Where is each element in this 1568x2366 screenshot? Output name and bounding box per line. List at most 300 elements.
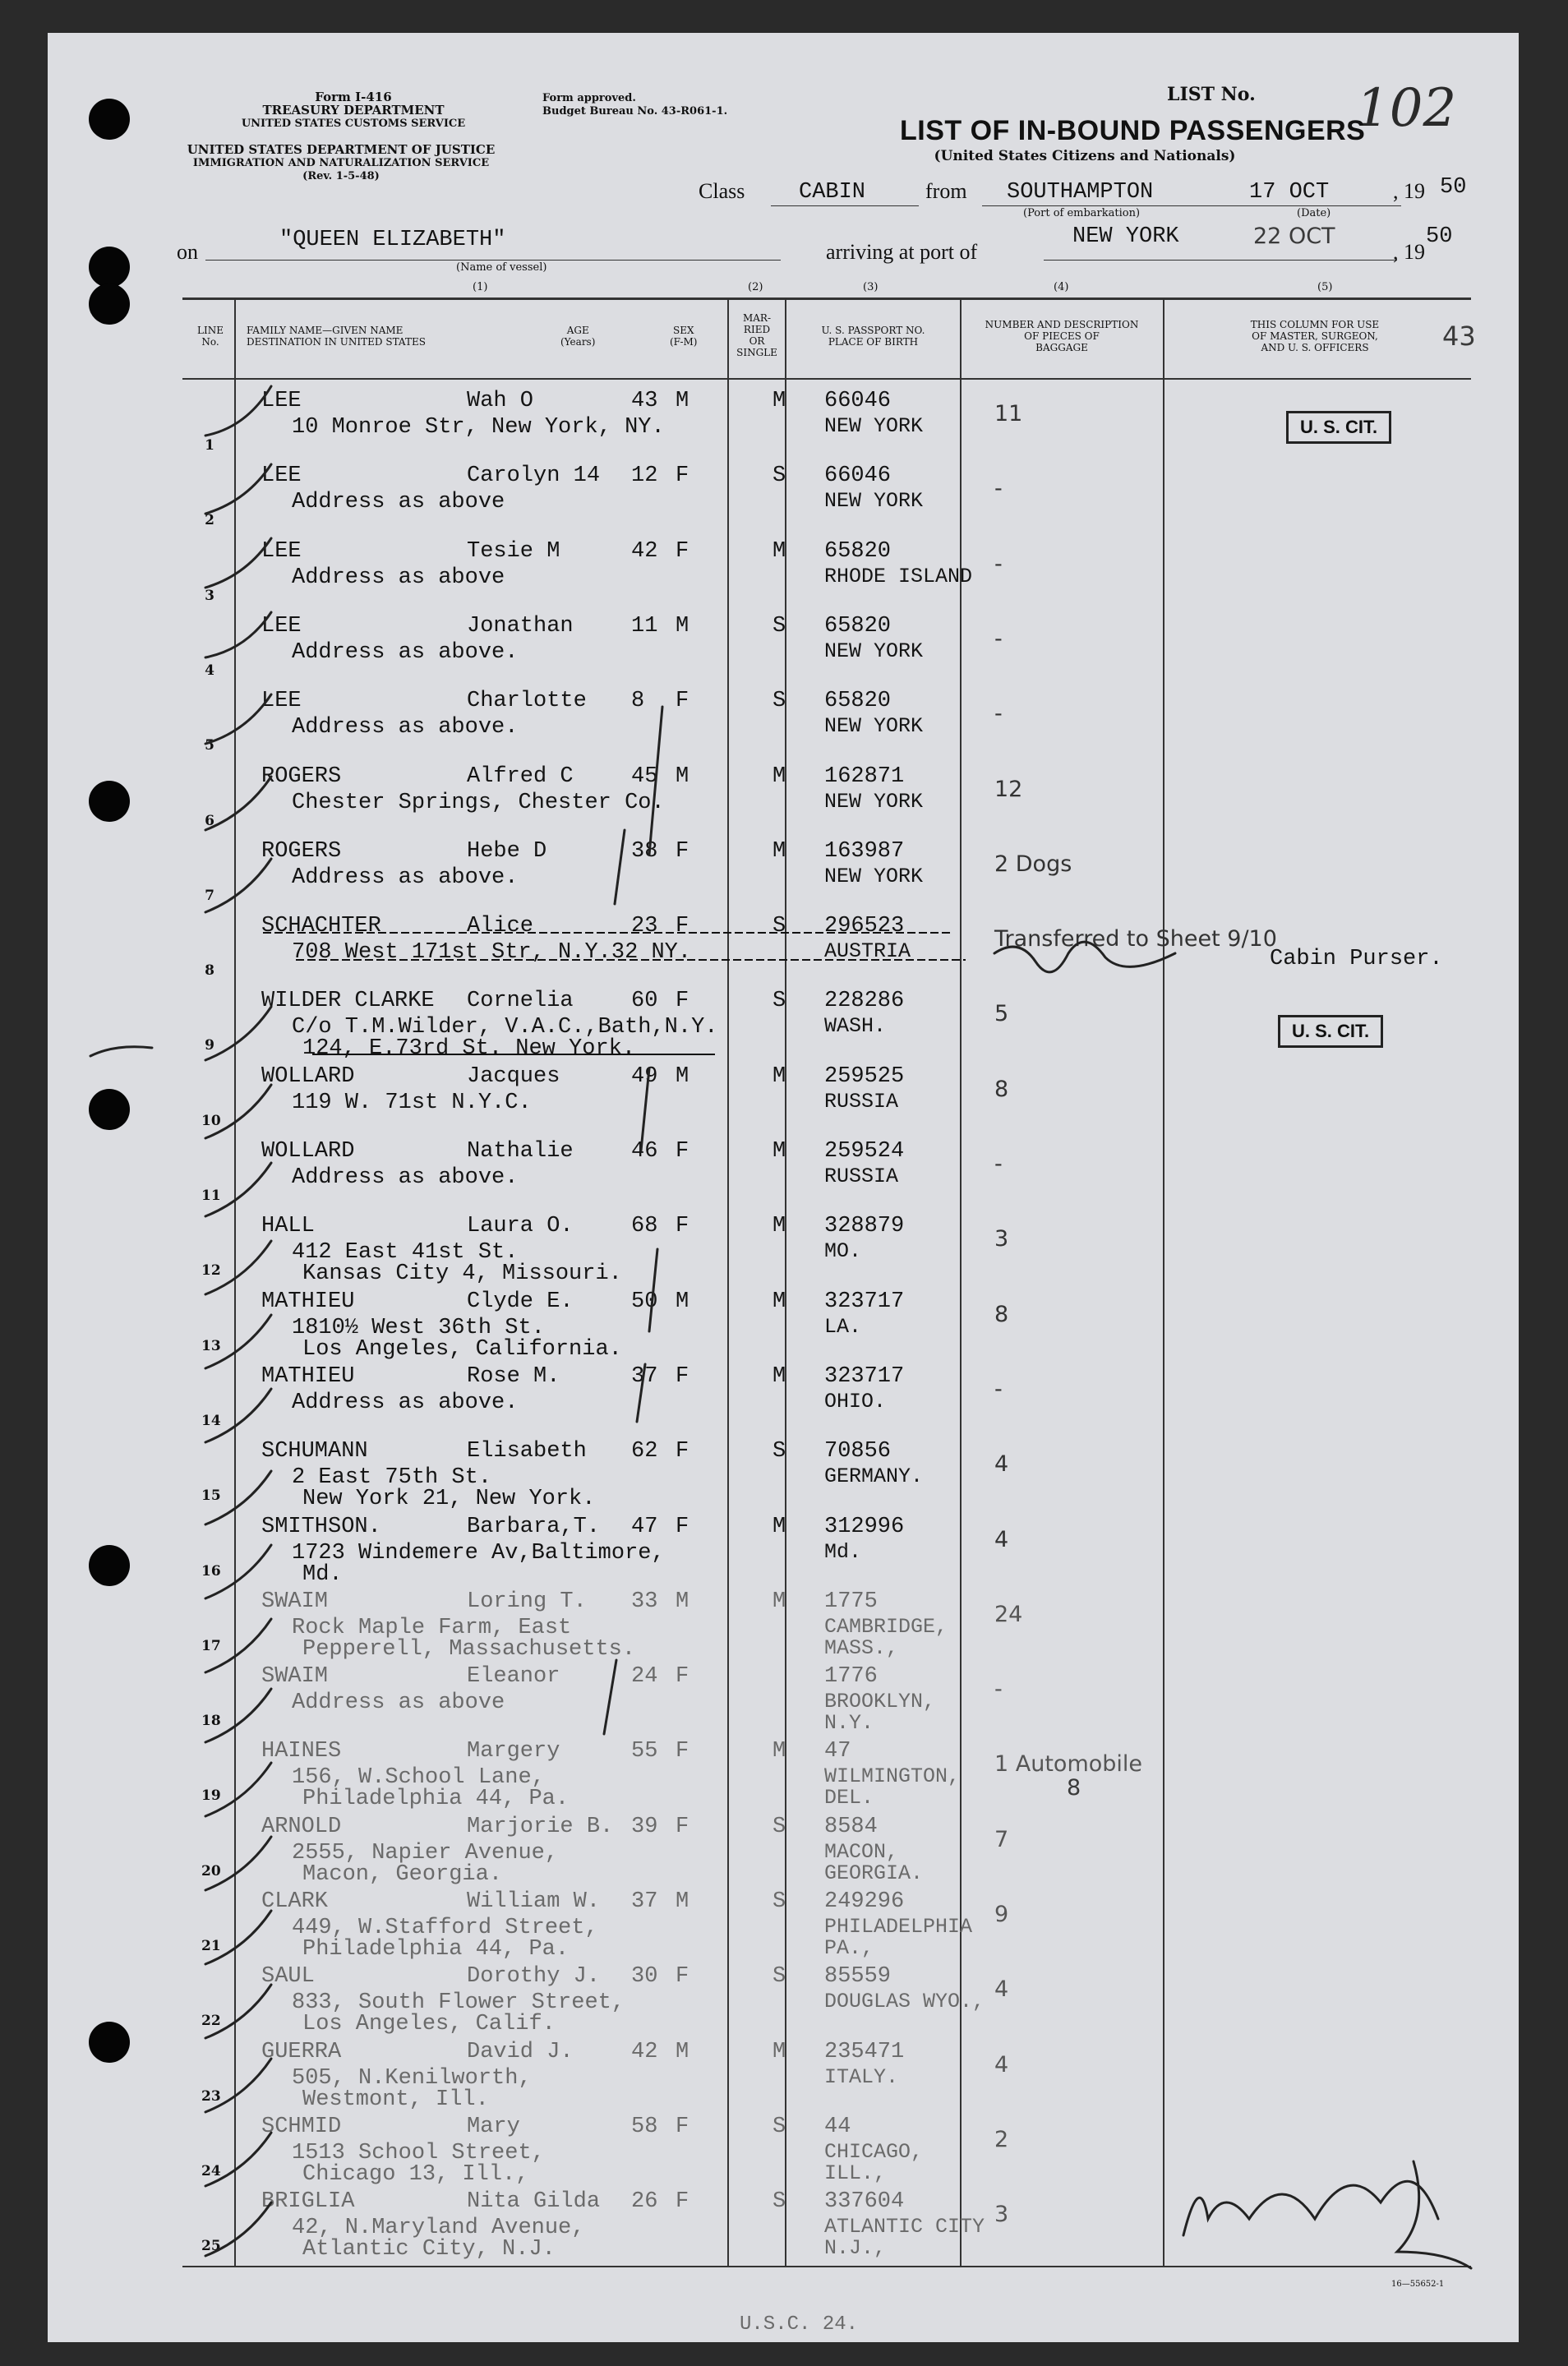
passport-number: 44 — [824, 2115, 851, 2139]
passenger-surname: LEE — [261, 539, 302, 564]
page-title: LIST OF IN-BOUND PASSENGERS — [900, 115, 1366, 146]
passenger-given-name: Carolyn 14 — [467, 464, 601, 488]
place-of-birth: WASH. — [824, 1014, 887, 1038]
header-age: AGE (Years) — [560, 325, 596, 348]
passenger-surname: LEE — [261, 389, 302, 413]
budget-bureau: Budget Bureau No. 43-R061-1. — [542, 105, 728, 118]
place-of-birth: RUSSIA — [824, 1090, 899, 1114]
passport-number: 65820 — [824, 614, 892, 639]
baggage: - — [994, 551, 1003, 577]
baggage: 2 — [994, 2127, 1009, 2152]
passenger-surname: WOLLARD — [261, 1139, 355, 1164]
line-number: 20 — [201, 1863, 221, 1879]
passenger-sex: M — [676, 1889, 689, 1914]
marital-status: M — [772, 539, 786, 564]
passenger-surname: MATHIEU — [261, 1364, 355, 1389]
baggage: 8 — [994, 1302, 1009, 1327]
class-label: Class — [699, 179, 745, 203]
marital-status: M — [772, 1364, 786, 1389]
marital-status: M — [772, 1289, 786, 1314]
destination-address: 449, W.Stafford Street, — [292, 1916, 598, 1940]
place-of-birth: NEW YORK — [824, 714, 924, 738]
destination-address: Address as above. — [292, 865, 519, 890]
passenger-surname: GUERRA — [261, 2040, 342, 2064]
passenger-surname: ROGERS — [261, 764, 342, 789]
place-of-birth: MACON, GEORGIA. — [824, 1840, 924, 1885]
passport-number: 85559 — [824, 1964, 892, 1989]
passport-number: 259524 — [824, 1139, 905, 1164]
passenger-given-name: Tesie M — [467, 539, 560, 564]
header-passport: U. S. PASSPORT NO. PLACE OF BIRTH — [821, 325, 925, 348]
passenger-sex: F — [676, 914, 689, 939]
passenger-sex: F — [676, 989, 689, 1013]
destination-address: Address as above. — [292, 1391, 519, 1415]
passport-number: 162871 — [824, 764, 905, 789]
passenger-given-name: Laura O. — [467, 1214, 574, 1238]
embarkation-port: SOUTHAMPTON — [1007, 180, 1154, 205]
marital-status: S — [772, 1964, 786, 1989]
passenger-surname: ARNOLD — [261, 1815, 342, 1839]
passenger-age: 68 — [631, 1214, 658, 1238]
line-number: 17 — [201, 1638, 221, 1654]
passenger-given-name: Alice — [467, 914, 534, 939]
line-number: 23 — [201, 2088, 221, 2105]
destination-address-2: Los Angeles, California. — [302, 1337, 622, 1362]
destination-address: Address as above. — [292, 1165, 519, 1190]
form-number: Form I-416 — [315, 90, 392, 104]
passenger-age: 38 — [631, 839, 658, 864]
baggage: 3 — [994, 2202, 1009, 2227]
form-approved: Form approved. — [542, 92, 636, 104]
passenger-given-name: David J. — [467, 2040, 574, 2064]
marital-status: M — [772, 1139, 786, 1164]
destination-address: 156, W.School Lane, — [292, 1765, 545, 1790]
passenger-age: 37 — [631, 1889, 658, 1914]
passport-number: 228286 — [824, 989, 905, 1013]
header-married: MAR- RIED OR SINGLE — [736, 312, 777, 358]
destination-address: 1810½ West 36th St. — [292, 1316, 545, 1340]
destination-address-2: Md. — [302, 1562, 343, 1587]
marital-status: S — [772, 914, 786, 939]
passport-number: 8584 — [824, 1815, 878, 1839]
destination-address: 2 East 75th St. — [292, 1465, 492, 1490]
baggage: 24 — [994, 1602, 1023, 1627]
line-number: 9 — [205, 1037, 214, 1054]
place-of-birth: AUSTRIA — [824, 939, 911, 963]
marital-status: M — [772, 764, 786, 789]
footer-code: U.S.C. 24. — [740, 2313, 859, 2336]
marital-status: M — [772, 1515, 786, 1539]
passenger-sex: F — [676, 2115, 689, 2139]
port-embark-note: (Port of embarkation) — [1023, 207, 1141, 219]
place-of-birth: NEW YORK — [824, 790, 924, 814]
line-number: 5 — [205, 737, 214, 754]
destination-address: Address as above — [292, 565, 505, 590]
place-of-birth: NEW YORK — [824, 865, 924, 888]
destination-address: 119 W. 71st N.Y.C. — [292, 1091, 532, 1115]
passenger-age: 24 — [631, 1664, 658, 1689]
list-no-value: 102 — [1356, 78, 1457, 139]
place-of-birth: NEW YORK — [824, 414, 924, 438]
header-name: FAMILY NAME—GIVEN NAME DESTINATION IN UNITED STATES — [247, 325, 426, 348]
line-number: 16 — [201, 1563, 221, 1580]
destination-address-2: 124, E.73rd St. New York. — [302, 1036, 636, 1061]
passport-number: 47 — [824, 1739, 851, 1764]
baggage: 8 — [994, 1077, 1009, 1102]
destination-address: 833, South Flower Street, — [292, 1990, 625, 2015]
line-number: 3 — [205, 588, 214, 604]
corner-number: 43 — [1442, 321, 1476, 352]
passport-number: 337604 — [824, 2189, 905, 2214]
col-number-3: (3) — [863, 281, 879, 293]
year-prefix: , 19 — [1393, 179, 1425, 203]
passport-number: 65820 — [824, 689, 892, 713]
passenger-surname: SWAIM — [261, 1589, 329, 1614]
passenger-sex: F — [676, 464, 689, 488]
class-value: CABIN — [799, 180, 866, 205]
line-number: 8 — [205, 962, 214, 979]
baggage: Transferred to Sheet 9/10 — [994, 926, 1277, 952]
passenger-sex: F — [676, 1139, 689, 1164]
department-of-justice: UNITED STATES DEPARTMENT OF JUSTICE — [187, 142, 496, 157]
passenger-surname: MATHIEU — [261, 1289, 355, 1314]
place-of-birth: WILMINGTON, DEL. — [824, 1764, 961, 1810]
destination-address-2: Chicago 13, Ill., — [302, 2162, 529, 2187]
marital-status: M — [772, 2040, 786, 2064]
page-subtitle: (United States Citizens and Nationals) — [934, 148, 1236, 164]
passenger-given-name: Eleanor — [467, 1664, 560, 1689]
passenger-given-name: Rose M. — [467, 1364, 560, 1389]
arrival-port: NEW YORK — [1072, 224, 1179, 249]
passenger-age: 37 — [631, 1364, 658, 1389]
destination-address: Address as above. — [292, 715, 519, 740]
place-of-birth: RUSSIA — [824, 1165, 899, 1188]
passenger-sex: F — [676, 539, 689, 564]
passport-number: 296523 — [824, 914, 905, 939]
passport-number: 323717 — [824, 1364, 905, 1389]
destination-address-2: New York 21, New York. — [302, 1487, 596, 1511]
passenger-surname: BRIGLIA — [261, 2189, 355, 2214]
destination-address-2: Westmont, Ill. — [302, 2087, 489, 2112]
baggage: - — [994, 1151, 1003, 1177]
header-line-no: LINE No. — [197, 325, 224, 348]
place-of-birth: OHIO. — [824, 1390, 887, 1414]
passenger-given-name: Cornelia — [467, 989, 574, 1013]
passenger-given-name: Charlotte — [467, 689, 587, 713]
destination-address: 10 Monroe Str, New York, NY. — [292, 415, 665, 440]
passport-number: 235471 — [824, 2040, 905, 2064]
passenger-sex: F — [676, 1739, 689, 1764]
immigration-service: IMMIGRATION AND NATURALIZATION SERVICE — [192, 157, 490, 169]
col-number-2: (2) — [748, 281, 763, 293]
passenger-age: 26 — [631, 2189, 658, 2214]
passenger-surname: LEE — [261, 614, 302, 639]
passenger-age: 49 — [631, 1064, 658, 1089]
passenger-given-name: Loring T. — [467, 1589, 587, 1614]
baggage: - — [994, 626, 1003, 652]
passenger-surname: LEE — [261, 689, 302, 713]
destination-address: C/o T.M.Wilder, V.A.C.,Bath,N.Y. — [292, 1015, 718, 1040]
passenger-given-name: Clyde E. — [467, 1289, 574, 1314]
destination-address-2: Philadelphia 44, Pa. — [302, 1937, 570, 1962]
passenger-surname: CLARK — [261, 1889, 329, 1914]
passenger-age: 33 — [631, 1589, 658, 1614]
passenger-age: 11 — [631, 614, 658, 639]
destination-address: 42, N.Maryland Avenue, — [292, 2216, 585, 2240]
header-sex: SEX (F-M) — [670, 325, 698, 348]
passenger-given-name: Alfred C — [467, 764, 574, 789]
passenger-sex: F — [676, 1439, 689, 1464]
line-number: 14 — [201, 1413, 221, 1429]
passenger-age: 43 — [631, 389, 658, 413]
passenger-surname: HALL — [261, 1214, 315, 1238]
passenger-sex: M — [676, 2040, 689, 2064]
passenger-sex: F — [676, 1664, 689, 1689]
place-of-birth: ITALY. — [824, 2065, 899, 2089]
baggage: - — [994, 701, 1003, 726]
marital-status: M — [772, 1739, 786, 1764]
passenger-sex: M — [676, 614, 689, 639]
line-number: 2 — [205, 512, 214, 528]
arrival-year: 50 — [1426, 224, 1453, 249]
place-of-birth: LA. — [824, 1315, 862, 1339]
destination-address: 412 East 41st St. — [292, 1240, 519, 1265]
destination-address: 505, N.Kenilworth, — [292, 2066, 532, 2091]
passenger-surname: SCHUMANN — [261, 1439, 368, 1464]
baggage: 1 Automobile — [994, 1751, 1143, 1777]
place-of-birth: NEW YORK — [824, 639, 924, 663]
line-number: 12 — [201, 1262, 221, 1279]
place-of-birth: PHILADELPHIA PA., — [824, 1915, 973, 1960]
baggage: 5 — [994, 1001, 1009, 1026]
passenger-surname: SWAIM — [261, 1664, 329, 1689]
line-number: 15 — [201, 1487, 221, 1504]
passenger-given-name: Wah O — [467, 389, 534, 413]
line-number: 4 — [205, 662, 214, 679]
passenger-given-name: Barbara,T. — [467, 1515, 601, 1539]
passport-number: 65820 — [824, 539, 892, 564]
passenger-sex: F — [676, 1364, 689, 1389]
passenger-sex: M — [676, 1589, 689, 1614]
destination-address: Address as above — [292, 1690, 505, 1715]
destination-address-2: Pepperell, Massachusetts. — [302, 1637, 636, 1662]
vessel-note: (Name of vessel) — [456, 261, 547, 274]
marital-status: M — [772, 1214, 786, 1238]
passenger-given-name: Marjorie B. — [467, 1815, 614, 1839]
baggage: 4 — [994, 1451, 1009, 1477]
col-number-1: (1) — [473, 281, 488, 293]
place-of-birth: CAMBRIDGE, MASS., — [824, 1615, 948, 1660]
date-note: (Date) — [1297, 207, 1331, 219]
treasury-department: TREASURY DEPARTMENT — [262, 103, 445, 118]
passenger-surname: WOLLARD — [261, 1064, 355, 1089]
arriving-label: arriving at port of — [826, 240, 978, 264]
passenger-sex: F — [676, 1515, 689, 1539]
destination-address: 708 West 171st Str, N.Y.32 NY. — [292, 940, 692, 965]
passenger-sex: M — [676, 389, 689, 413]
marital-status: S — [772, 1439, 786, 1464]
place-of-birth: NEW YORK — [824, 489, 924, 513]
baggage: 2 Dogs — [994, 851, 1072, 877]
passport-number: 323717 — [824, 1289, 905, 1314]
passenger-sex: F — [676, 839, 689, 864]
marital-status: S — [772, 689, 786, 713]
passenger-age: 50 — [631, 1289, 658, 1314]
baggage: 12 — [994, 777, 1023, 802]
baggage: 4 — [994, 1976, 1009, 2002]
form-code: 16—55652-1 — [1391, 2280, 1445, 2289]
passenger-sex: M — [676, 1064, 689, 1089]
passenger-sex: M — [676, 1289, 689, 1314]
passport-number: 66046 — [824, 389, 892, 413]
passenger-given-name: Margery — [467, 1739, 560, 1764]
passenger-given-name: Dorothy J. — [467, 1964, 601, 1989]
passenger-given-name: Hebe D — [467, 839, 547, 864]
marital-status: M — [772, 1064, 786, 1089]
line-number: 21 — [201, 1938, 221, 1954]
passenger-age: 42 — [631, 2040, 658, 2064]
col-number-5: (5) — [1317, 281, 1333, 293]
passport-number: 1776 — [824, 1664, 878, 1689]
baggage: 7 — [994, 1827, 1009, 1852]
passenger-given-name: Nita Gilda — [467, 2189, 601, 2214]
passenger-sex: F — [676, 689, 689, 713]
passenger-sex: F — [676, 2189, 689, 2214]
destination-address: 2555, Napier Avenue, — [292, 1841, 559, 1866]
passenger-age: 45 — [631, 764, 658, 789]
passenger-surname: SCHACHTER — [261, 914, 381, 939]
destination-address-2: Philadelphia 44, Pa. — [302, 1787, 570, 1811]
revision: (Rev. 1-5-48) — [302, 170, 380, 182]
departure-year: 50 — [1440, 175, 1467, 200]
on-label: on — [177, 240, 198, 264]
line-number: 11 — [201, 1188, 221, 1204]
passenger-sex: M — [676, 764, 689, 789]
passenger-age: 8 — [631, 689, 645, 713]
line-number: 25 — [201, 2238, 221, 2254]
marital-status: S — [772, 1815, 786, 1839]
place-of-birth: Md. — [824, 1540, 862, 1564]
destination-address: Address as above — [292, 490, 505, 514]
marital-status: S — [772, 614, 786, 639]
passenger-given-name: William W. — [467, 1889, 601, 1914]
passenger-given-name: Nathalie — [467, 1139, 574, 1164]
marital-status: S — [772, 2189, 786, 2214]
passenger-surname: HAINES — [261, 1739, 342, 1764]
marital-status: S — [772, 464, 786, 488]
line-number: 10 — [201, 1113, 221, 1129]
destination-address-2: Los Angeles, Calif. — [302, 2012, 556, 2036]
year-prefix-2: , 19 — [1393, 240, 1425, 264]
departure-date: 17 OCT — [1249, 180, 1330, 205]
place-of-birth: MO. — [824, 1239, 862, 1263]
destination-address: Rock Maple Farm, East — [292, 1616, 572, 1640]
passenger-given-name: Jonathan — [467, 614, 574, 639]
passenger-age: 42 — [631, 539, 658, 564]
marital-status: M — [772, 389, 786, 413]
passenger-age: 60 — [631, 989, 658, 1013]
baggage: 4 — [994, 1527, 1009, 1552]
baggage: - — [994, 1377, 1003, 1402]
passenger-given-name: Elisabeth — [467, 1439, 587, 1464]
passenger-given-name: Jacques — [467, 1064, 560, 1089]
destination-address: 1513 School Street, — [292, 2141, 545, 2165]
passenger-age: 23 — [631, 914, 658, 939]
destination-address: Address as above. — [292, 640, 519, 665]
vessel-name: "QUEEN ELIZABETH" — [279, 228, 506, 252]
line-number: 18 — [201, 1713, 221, 1729]
header-baggage: NUMBER AND DESCRIPTION OF PIECES OF BAGGAGE — [985, 319, 1139, 353]
us-citizen-stamp: U. S. CIT. — [1286, 411, 1391, 444]
passenger-given-name: Mary — [467, 2115, 520, 2139]
passenger-age: 58 — [631, 2115, 658, 2139]
line-number: 7 — [205, 888, 214, 904]
passport-number: 312996 — [824, 1515, 905, 1539]
passenger-sex: F — [676, 1214, 689, 1238]
customs-service: UNITED STATES CUSTOMS SERVICE — [241, 118, 466, 130]
passenger-surname: SMITHSON. — [261, 1515, 381, 1539]
passenger-age: 30 — [631, 1964, 658, 1989]
cabin-purser: Cabin Purser. — [1270, 947, 1443, 971]
place-of-birth: BROOKLYN, N.Y. — [824, 1690, 936, 1735]
passport-number: 70856 — [824, 1439, 892, 1464]
passport-number: 259525 — [824, 1064, 905, 1089]
passenger-surname: ROGERS — [261, 839, 342, 864]
header-officers: THIS COLUMN FOR USE OF MASTER, SURGEON, AND U. S. OFFICERS — [1250, 319, 1380, 353]
passenger-age: 12 — [631, 464, 658, 488]
passport-number: 328879 — [824, 1214, 905, 1238]
arrival-date: 22 OCT — [1253, 224, 1335, 249]
passport-number: 249296 — [824, 1889, 905, 1914]
marital-status: S — [772, 2115, 786, 2139]
passenger-surname: SCHMID — [261, 2115, 342, 2139]
line-number: 13 — [201, 1338, 221, 1354]
passport-number: 163987 — [824, 839, 905, 864]
line-number: 22 — [201, 2013, 221, 2029]
destination-address-2: Macon, Georgia. — [302, 1862, 503, 1887]
list-no-label: LIST No. — [1167, 84, 1256, 105]
passenger-age: 55 — [631, 1739, 658, 1764]
baggage: 4 — [994, 2052, 1009, 2078]
place-of-birth: GERMANY. — [824, 1464, 924, 1488]
passenger-sex: F — [676, 1815, 689, 1839]
line-number: 24 — [201, 2163, 221, 2179]
line-number: 19 — [201, 1787, 221, 1804]
baggage: 9 — [994, 1902, 1009, 1927]
place-of-birth: DOUGLAS WYO., — [824, 1990, 985, 2013]
passenger-age: 47 — [631, 1515, 658, 1539]
marital-status: M — [772, 1589, 786, 1614]
passenger-age: 39 — [631, 1815, 658, 1839]
automobile-count: 8 — [1067, 1775, 1081, 1801]
passport-number: 1775 — [824, 1589, 878, 1614]
marital-status: S — [772, 989, 786, 1013]
passenger-surname: WILDER CLARKE — [261, 989, 435, 1013]
passenger-surname: SAUL — [261, 1964, 315, 1989]
place-of-birth: RHODE ISLAND — [824, 565, 973, 588]
place-of-birth: CHICAGO, ILL., — [824, 2140, 924, 2185]
destination-address-2: Atlantic City, N.J. — [302, 2237, 556, 2262]
destination-address: Chester Springs, Chester Co. — [292, 791, 665, 815]
passenger-age: 46 — [631, 1139, 658, 1164]
baggage: 3 — [994, 1226, 1009, 1252]
line-number: 1 — [205, 437, 214, 454]
baggage: 11 — [994, 401, 1023, 427]
destination-address-2: Kansas City 4, Missouri. — [302, 1261, 622, 1286]
passenger-age: 62 — [631, 1439, 658, 1464]
col-number-4: (4) — [1054, 281, 1069, 293]
marital-status: M — [772, 839, 786, 864]
